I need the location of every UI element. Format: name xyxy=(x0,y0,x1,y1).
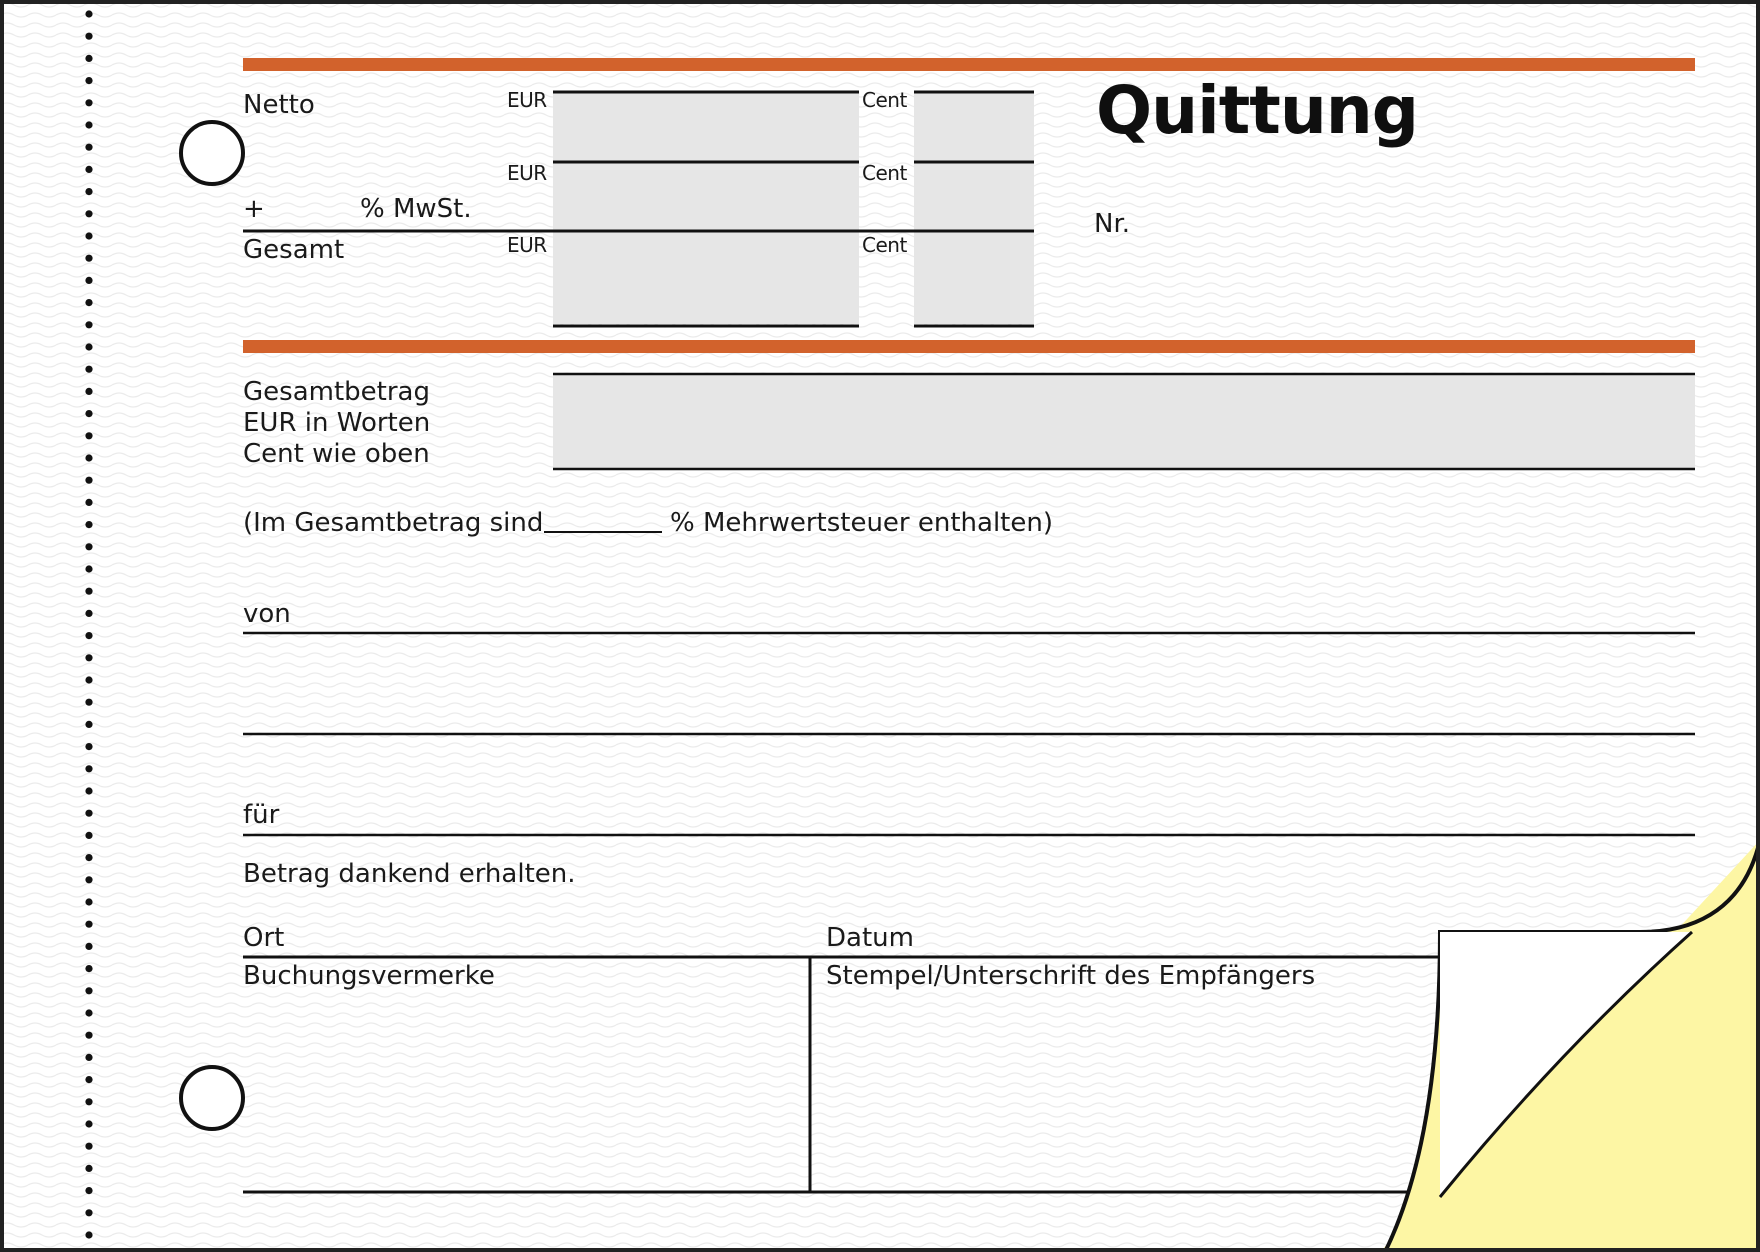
thanks-text: Betrag dankend erhalten. xyxy=(243,859,576,889)
perforation-dot xyxy=(85,632,92,639)
perforation-dot xyxy=(85,521,92,528)
perforation-dot xyxy=(85,55,92,62)
perforation-dot xyxy=(85,1143,92,1150)
netto-label: Netto xyxy=(243,90,315,120)
perforation-dot xyxy=(85,543,92,550)
perforation-dot xyxy=(85,343,92,350)
cent-label-gesamt: Cent xyxy=(862,233,907,257)
booking-notes-label: Buchungsvermerke xyxy=(243,961,495,991)
perforation-dot xyxy=(85,77,92,84)
perforation-dot xyxy=(85,410,92,417)
perforation-dot xyxy=(85,588,92,595)
perforation-dot xyxy=(85,232,92,239)
eur-label-vat: EUR xyxy=(507,161,547,185)
ort-label: Ort xyxy=(243,923,285,953)
cent-label-netto: Cent xyxy=(862,88,907,112)
perforation-dot xyxy=(85,499,92,506)
perforation-dot xyxy=(85,1120,92,1127)
perforation-dot xyxy=(85,1009,92,1016)
perforation-dot xyxy=(85,810,92,817)
vat-label: % MwSt. xyxy=(360,194,472,224)
perforation-dot xyxy=(85,10,92,17)
punch-hole-top xyxy=(181,122,243,184)
perforation-dot xyxy=(85,699,92,706)
plus-sign: + xyxy=(243,194,265,224)
perforation-dot xyxy=(85,277,92,284)
signature-label: Stempel/Unterschrift des Empfängers xyxy=(826,961,1316,991)
perforation-dot xyxy=(85,1231,92,1238)
perforation-dot xyxy=(85,299,92,306)
perforation-dot xyxy=(85,765,92,772)
perforation-dot xyxy=(85,787,92,794)
perforation-dot xyxy=(85,1187,92,1194)
perforation-dot xyxy=(85,166,92,173)
perforation-dot xyxy=(85,1054,92,1061)
perforation-dot xyxy=(85,1032,92,1039)
eur-label-netto: EUR xyxy=(507,88,547,112)
amount-fields xyxy=(553,88,1034,324)
middle-accent-rule xyxy=(243,340,1695,353)
eur-label-gesamt: EUR xyxy=(507,233,547,257)
perforation-dot xyxy=(85,144,92,151)
punch-hole-bottom xyxy=(181,1067,243,1129)
cent-label-vat: Cent xyxy=(862,161,907,185)
perforation-dot xyxy=(85,321,92,328)
perforation-dot xyxy=(85,743,92,750)
perforation-dot xyxy=(85,188,92,195)
vat-note-suffix: % Mehrwertsteuer enthalten) xyxy=(670,508,1053,538)
perforation-dot xyxy=(85,565,92,572)
perforation-dot xyxy=(85,921,92,928)
perforation-dot xyxy=(85,33,92,40)
perforation-dot xyxy=(85,676,92,683)
datum-label: Datum xyxy=(826,923,914,953)
perforation-dot xyxy=(85,388,92,395)
perforation-dot xyxy=(85,965,92,972)
perforation-dot xyxy=(85,654,92,661)
form-title: Quittung xyxy=(1096,72,1419,149)
gesamt-label: Gesamt xyxy=(243,235,345,265)
perforation-dot xyxy=(85,1165,92,1172)
perforation-dot xyxy=(85,876,92,883)
total-in-words-label xyxy=(243,377,430,470)
perforation-dot xyxy=(85,454,92,461)
perforation-dot xyxy=(85,832,92,839)
perforation-dot xyxy=(85,610,92,617)
total-in-words-line-3: Cent wie oben xyxy=(243,439,430,469)
perforation-dot xyxy=(85,1209,92,1216)
perforation-dot xyxy=(85,99,92,106)
perforation-dot xyxy=(85,987,92,994)
perforation-dot xyxy=(85,477,92,484)
perforation-dot xyxy=(85,721,92,728)
total-in-words-field xyxy=(553,374,1695,468)
von-label: von xyxy=(243,599,291,629)
top-accent-rule xyxy=(243,58,1695,71)
number-label: Nr. xyxy=(1094,209,1131,239)
perforation-dot xyxy=(85,366,92,373)
perforation-dot xyxy=(85,1098,92,1105)
total-in-words-line-2: EUR in Worten xyxy=(243,408,431,438)
fuer-label: für xyxy=(243,800,280,830)
total-in-words-line-1: Gesamtbetrag xyxy=(243,377,430,407)
perforation-dot xyxy=(85,1076,92,1083)
perforation-dot xyxy=(85,255,92,262)
vat-note-prefix: (Im Gesamtbetrag sind xyxy=(243,508,544,538)
perforation-dot xyxy=(85,898,92,905)
perforation-dot xyxy=(85,121,92,128)
perforation-dot xyxy=(85,210,92,217)
perforation-dot xyxy=(85,943,92,950)
perforation-dot xyxy=(85,854,92,861)
perforation-dot xyxy=(85,432,92,439)
